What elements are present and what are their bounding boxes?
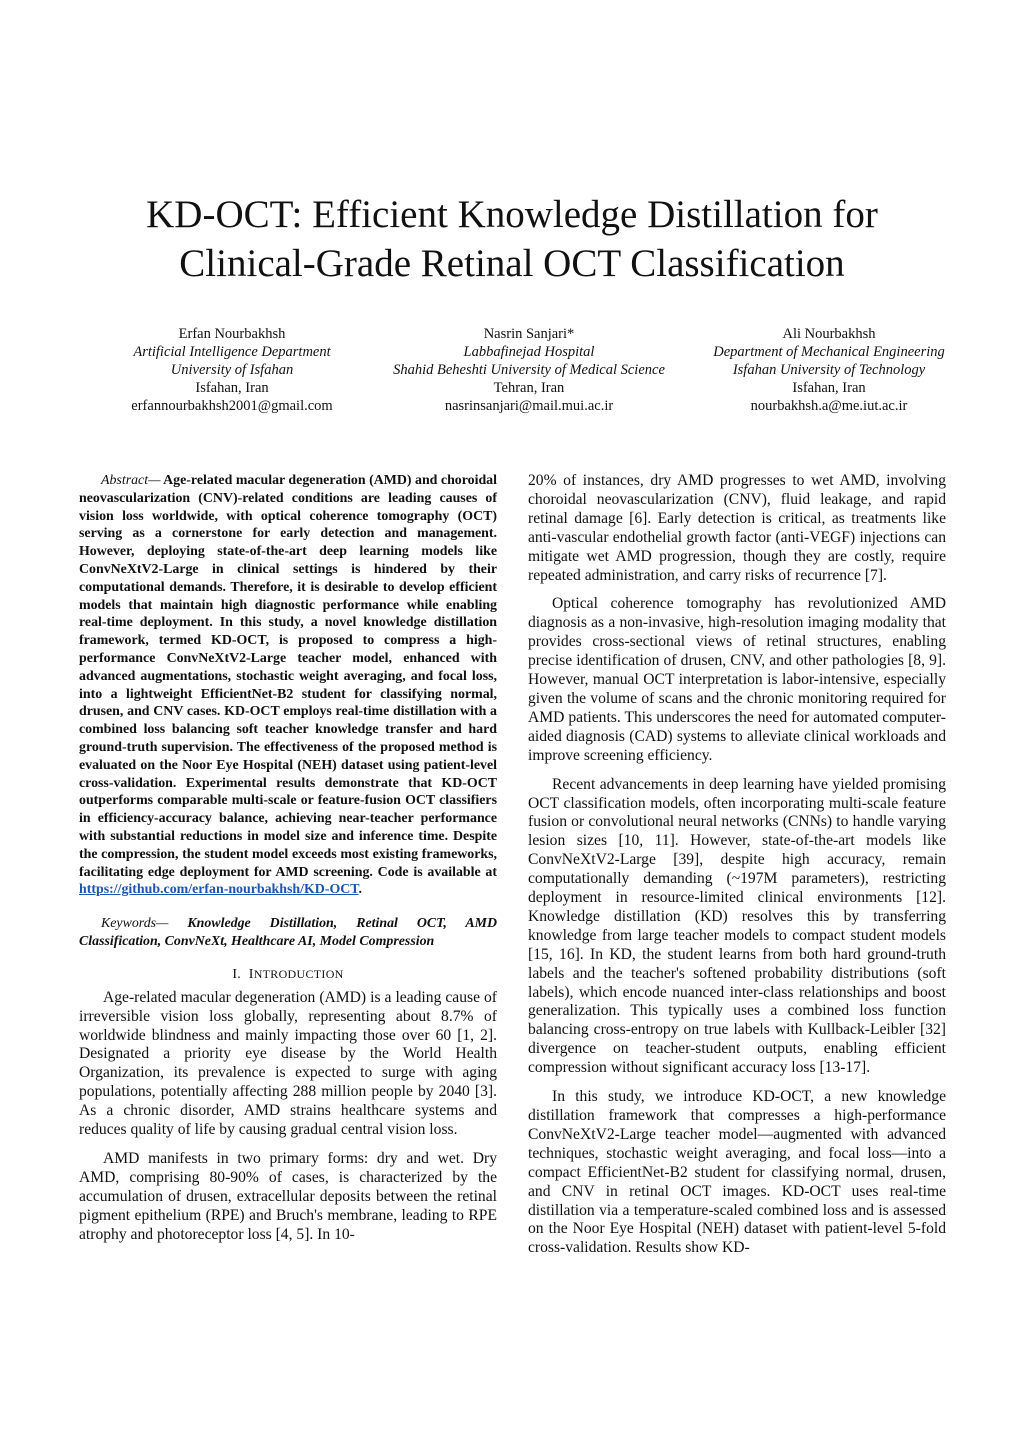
- keywords: [79, 915, 497, 951]
- section-number: I.: [232, 966, 242, 982]
- author-affiliation: Shahid Beheshti University of Medical Science: [393, 362, 665, 378]
- keywords-text: Knowledge Distillation, Retinal OCT, AMD Classification, ConvNeXt, Healthcare AI, Model Compression: [79, 916, 497, 949]
- abstract-label: Abstract—: [101, 473, 161, 488]
- author-affiliation: Labbafinejad Hospital: [463, 344, 595, 360]
- author-name: Erfan Nourbakhsh: [178, 326, 286, 342]
- body-paragraph: Optical coherence tomography has revolutionized AMD diagnosis as a non-invasive, high-resolution imaging modality that provides cross-sectional views of retinal structures, enabling precise identification of drusen, CNV, and other pathologies [8, 9]. However, manual OCT interpretation is labor-intensive, especially given the volume of scans and the chronic monitoring required for AMD patients. This underscores the need for automated computer-aided diagnosis (CAD) systems to alleviate clinical workloads and improve screening efficiency.: [528, 595, 946, 764]
- author-block-1: [72, 325, 392, 415]
- author-email: nasrinsanjari@mail.mui.ac.ir: [444, 398, 614, 414]
- code-link[interactable]: https://github.com/erfan-nourbakhsh/KD-OCT: [79, 882, 359, 898]
- body-paragraph: Age-related macular degeneration (AMD) is a leading cause of irreversible vision loss globally, representing about 8.7% of worldwide blindness and mainly impacting those over 60 [1, 2]. Designated a priority eye disease by the World Health Organization, its prevalence is expected to surge with aging populations, potentially affecting 288 million people by 2040 [3]. As a chronic disorder, AMD strains healthcare systems and reduces quality of life by causing gradual central vision loss.: [79, 988, 497, 1139]
- body-paragraph: Recent advancements in deep learning have yielded promising OCT classification models, often incorporating multi-scale feature fusion or convolutional neural networks (CNNs) to handle varying lesion sizes [10, 11]. However, state-of-the-art models like ConvNeXtV2-Large [39], despite high accuracy, remain computationally demanding (~197M parameters), restricting deployment in resource-limited clinical environments [12]. Knowledge distillation (KD) resolves this by transferring knowledge from large teacher models to compact student models [15, 16]. In KD, the student learns from both hard ground-truth labels and the teacher's softened probability distributions (soft labels), which encode nuanced inter-class relationships and boost generalization. This typically uses a combined loss function balancing cross-entropy on true labels with Kullback-Leibler [32] divergence on teacher-student outputs, enabling efficient compression without significant accuracy loss [13-17].: [528, 775, 946, 1077]
- abstract-end: .: [358, 882, 363, 898]
- section-title-rest: NTRODUCTION: [253, 966, 344, 981]
- author-block-3: [669, 325, 989, 415]
- title-line-2: Clinical-Grade Retinal OCT Classification: [179, 242, 845, 285]
- author-affiliation: Department of Mechanical Engineering: [713, 344, 945, 360]
- abstract-text: Age-related macular degeneration (AMD) and choroidal neovascularization (CNV)-related conditions are leading causes of vision loss worldwide, with optical coherence tomography (OCT) serving as a cornerstone for early detection and management. However, deploying state-of-the-art deep learning models like ConvNeXtV2-Large in clinical settings is hindered by their computational demands. Therefore, it is desirable to develop efficient models that maintain high diagnostic performance while enabling real-time deployment. In this study, a novel knowledge distillation framework, termed KD-OCT, is proposed to compress a high-performance ConvNeXtV2-Large teacher model, enhanced with advanced augmentations, stochastic weight averaging, and focal loss, into a lightweight EfficientNet-B2 student for classifying normal, drusen, and CNV cases. KD-OCT employs real-time distillation with a combined loss balancing soft teacher knowledge transfer and hard ground-truth supervision. The effectiveness of the proposed method is evaluated on the Noor Eye Hospital (NEH) dataset using patient-level cross-validation. Experimental results demonstrate that KD-OCT outperforms comparable multi-scale or feature-fusion OCT classifiers in efficiency-accuracy balance, achieving near-teacher performance with substantial reductions in model size and inference time. Despite the compression, the student model exceeds most existing frameworks, facilitating edge deployment for AMD screening. Code is available at: [79, 473, 497, 880]
- author-name: Ali Nourbakhsh: [782, 326, 876, 342]
- body-paragraph: In this study, we introduce KD-OCT, a new knowledge distillation framework that compresses a high-performance ConvNeXtV2-Large teacher model—augmented with advanced techniques, stochastic weight averaging, and focal loss—into a compact EfficientNet-B2 student for classifying normal, drusen, and CNV in retinal OCT images. KD-OCT uses real-time distillation via a temperature-scaled combined loss and is assessed on the Noor Eye Hospital (NEH) dataset with patient-level 5-fold cross-validation. Results show KD-: [528, 1088, 946, 1257]
- author-location: Isfahan, Iran: [195, 380, 269, 396]
- abstract: [79, 472, 497, 899]
- section-title-initial: I: [248, 966, 254, 982]
- left-column: [79, 472, 497, 1255]
- author-email: nourbakhsh.a@me.iut.ac.ir: [750, 398, 908, 414]
- body-paragraph: 20% of instances, dry AMD progresses to wet AMD, involving choroidal neovascularization (CNV), fluid leakage, and rapid retinal damage [6]. Early detection is critical, as treatments like anti-vascular endothelial growth factor (anti-VEGF) injections can mitigate wet AMD progression, though they are costly, require repeated administration, and carry risks of recurrence [7].: [528, 472, 946, 584]
- author-location: Isfahan, Iran: [792, 380, 866, 396]
- paper-title: [0, 190, 1024, 288]
- author-email: erfannourbakhsh2001@gmail.com: [131, 398, 333, 414]
- title-line-1: KD-OCT: Efficient Knowledge Distillation for: [146, 193, 878, 236]
- author-affiliation: University of Isfahan: [170, 362, 294, 378]
- author-affiliation: Artificial Intelligence Department: [133, 344, 331, 360]
- author-name: Nasrin Sanjari*: [483, 326, 575, 342]
- section-heading-introduction: [79, 967, 497, 983]
- right-column: [528, 472, 946, 1268]
- author-location: Tehran, Iran: [493, 380, 565, 396]
- author-affiliation: Isfahan University of Technology: [732, 362, 926, 378]
- body-paragraph: AMD manifests in two primary forms: dry and wet. Dry AMD, comprising 80-90% of cases, is characterized by the accumulation of drusen, extracellular deposits between the retinal pigment epithelium (RPE) and Bruch's membrane, leading to RPE atrophy and photoreceptor loss [4, 5]. In 10-: [79, 1149, 497, 1243]
- keywords-label: Keywords—: [101, 916, 169, 932]
- author-block-2: [369, 325, 689, 415]
